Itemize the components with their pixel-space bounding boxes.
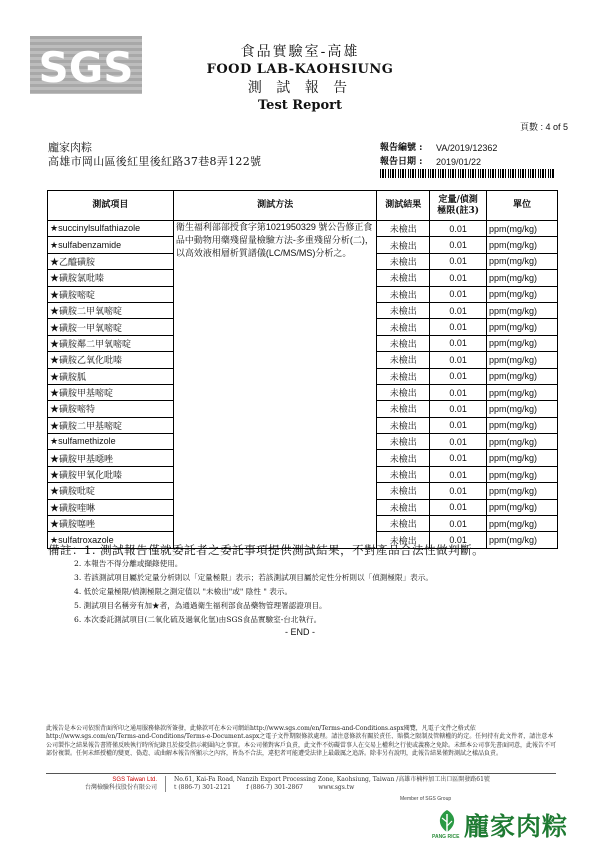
cell-unit: ppm(mg/kg) (487, 352, 558, 368)
cell-item: ★磺胺噻唑 (48, 516, 174, 532)
lab-name-zh: 食品實驗室-高雄 (240, 44, 360, 60)
note-2: 2. 本報告不得分離或擷錄使用。 (74, 559, 183, 568)
cell-item: ★磺胺喹啉 (48, 499, 174, 515)
company-name-zh: 台灣檢驗科技股份有限公司 (84, 784, 157, 791)
cell-limit: 0.01 (430, 417, 487, 433)
cell-limit: 0.01 (430, 450, 487, 466)
cell-limit: 0.01 (430, 384, 487, 400)
member-of-sgs: Member of SGS Group (400, 796, 452, 802)
cell-result: 未檢出 (377, 286, 430, 302)
cell-result: 未檢出 (377, 417, 430, 433)
cell-limit: 0.01 (430, 221, 487, 237)
note-6: 6. 本次委託測試項目(二氧化硫及過氧化氫)由SGS食品實驗室-台北執行。 (74, 615, 322, 624)
cell-unit: ppm(mg/kg) (487, 302, 558, 318)
cell-unit: ppm(mg/kg) (487, 253, 558, 269)
company-name-en: SGS Taiwan Ltd. (112, 777, 157, 783)
report-number-label: 報告編號 : (380, 143, 423, 153)
cell-item: ★磺胺吡啶 (48, 483, 174, 499)
col-header-item: 測試項目 (48, 191, 174, 221)
cell-item: ★sulfamethizole (48, 434, 174, 450)
svg-text:SGS: SGS (38, 43, 134, 92)
disclaimer-text: 此報告是本公司依照背面所印之通用服務條款所簽發，此條款可在本公司網站http://www.sgs.com/en/Terms-and-Conditions.aspx閱覽，凡電子文件之格式依http://www.sgs.com/en/Terms-and-Conditions/Terms-e-Document.aspx之電子文件期限條款處理。請注意條款有關於責任、賠償之限制及管轄權的約定。任何持有此文件者，請注意本公司製作之結果報告書將僅反映執行時所紀錄且於接受指示範圍內之事實。本公司僅對客戶負責，此文件不妨礙當事人在交易上權利之行使或義務之免除。未經本公司事先書面同意，此報告不可部份複製。任何未經授權的變更、偽造、或曲解本報告所顯示之內容，皆為不合法，違犯者可能遭受法律上最嚴厲之追訴。除非另有說明，此報告結果僅對測試之樣品負責。 (46, 725, 557, 757)
cell-item: ★磺胺乙氧化吡嗪 (48, 352, 174, 368)
notes (48, 543, 568, 627)
page-number: 頁數 : 4 of 5 (519, 122, 568, 132)
cell-limit: 0.01 (430, 532, 487, 548)
cell-result: 未檢出 (377, 499, 430, 515)
cell-unit: ppm(mg/kg) (487, 499, 558, 515)
cell-item: ★磺胺氯吡嗪 (48, 270, 174, 286)
cell-result: 未檢出 (377, 466, 430, 482)
cell-result: 未檢出 (377, 401, 430, 417)
note-3: 3. 若該測試項目屬於定量分析則以「定量極限」表示；若該測試項目屬於定性分析則以「偵測極限」表示。 (74, 573, 433, 582)
table-row (48, 221, 558, 237)
footer-divider (46, 773, 556, 774)
cell-unit: ppm(mg/kg) (487, 270, 558, 286)
brand-watermark (432, 806, 600, 846)
cell-limit: 0.01 (430, 499, 487, 515)
report-header (150, 44, 450, 114)
col-header-result: 測試結果 (377, 191, 430, 221)
cell-item: ★succinylsulfathiazole (48, 221, 174, 237)
cell-limit: 0.01 (430, 368, 487, 384)
note-5: 5. 測試項目名稱旁有加★者，為通過衛生福利部食品藥物管理署認證項目。 (74, 601, 327, 610)
cell-unit: ppm(mg/kg) (487, 450, 558, 466)
cell-item: ★磺胺甲基嘧啶 (48, 384, 174, 400)
lab-name-en: FOOD LAB-KAOHSIUNG (206, 62, 394, 77)
cell-unit: ppm(mg/kg) (487, 483, 558, 499)
cell-item: ★磺胺嘧特 (48, 401, 174, 417)
cell-method: 衛生福利部部授食字第1021950329 號公告修正食品中動物用藥殘留量檢驗方法-多重殘留分析(二)，以高效液相層析質譜儀(LC/MS/MS)分析之。 (173, 221, 376, 549)
cell-limit: 0.01 (430, 352, 487, 368)
cell-result: 未檢出 (377, 434, 430, 450)
report-title-zh: 測 試 報 告 (247, 80, 353, 96)
cell-item: ★磺胺甲氧化吡嗪 (48, 466, 174, 482)
company-web: www.sgs.tw (318, 784, 355, 791)
cell-item: ★sulfatroxazole (48, 532, 174, 548)
sgs-logo (30, 36, 142, 94)
cell-item: ★磺胺二甲基嘧啶 (48, 417, 174, 433)
cell-item: ★磺胺鄰二甲氧嘧啶 (48, 335, 174, 351)
cell-result: 未檢出 (377, 253, 430, 269)
note-1: 1. 測試報告僅就委託者之委託事項提供測試結果，不對產品合法性做判斷。 (84, 543, 485, 557)
cell-limit: 0.01 (430, 434, 487, 450)
cell-unit: ppm(mg/kg) (487, 237, 558, 253)
cell-unit: ppm(mg/kg) (487, 319, 558, 335)
report-info (380, 141, 497, 169)
company-phone: t (886-7) 301-2121 (174, 784, 231, 791)
cell-result: 未檢出 (377, 450, 430, 466)
cell-unit: ppm(mg/kg) (487, 466, 558, 482)
cell-unit: ppm(mg/kg) (487, 368, 558, 384)
cell-item: ★sulfabenzamide (48, 237, 174, 253)
report-title-en: Test Report (258, 98, 342, 113)
cell-unit: ppm(mg/kg) (487, 532, 558, 548)
note-4: 4. 低於定量極限/偵測極限之測定值以 "未檢出"或" 陰性 " 表示。 (74, 587, 293, 596)
cell-unit: ppm(mg/kg) (487, 434, 558, 450)
cell-result: 未檢出 (377, 335, 430, 351)
cell-result: 未檢出 (377, 319, 430, 335)
cell-limit: 0.01 (430, 401, 487, 417)
col-header-limit: 定量/偵測 極限(註3) (430, 191, 487, 221)
footer (46, 776, 556, 792)
cell-result: 未檢出 (377, 237, 430, 253)
report-date: 2019/01/22 (436, 157, 482, 167)
cell-result: 未檢出 (377, 302, 430, 318)
cell-limit: 0.01 (430, 466, 487, 482)
client-address: 高雄市岡山區後紅里後紅路37巷8弄122號 (48, 155, 262, 168)
col-header-method: 測試方法 (173, 191, 376, 221)
cell-unit: ppm(mg/kg) (487, 384, 558, 400)
barcode (380, 169, 555, 178)
brand-subtitle: PANG RICE (432, 834, 460, 840)
cell-item: ★磺胺甲基噁唑 (48, 450, 174, 466)
cell-limit: 0.01 (430, 253, 487, 269)
report-date-label: 報告日期 : (380, 157, 423, 167)
leaf-icon (434, 808, 460, 834)
col-header-unit: 單位 (487, 191, 558, 221)
cell-result: 未檢出 (377, 270, 430, 286)
report-number: VA/2019/12362 (436, 143, 498, 153)
cell-limit: 0.01 (430, 483, 487, 499)
brand-name: 龐家肉粽 (464, 812, 569, 841)
client-info (48, 141, 261, 169)
cell-limit: 0.01 (430, 319, 487, 335)
cell-result: 未檢出 (377, 483, 430, 499)
cell-unit: ppm(mg/kg) (487, 516, 558, 532)
cell-limit: 0.01 (430, 516, 487, 532)
results-table (47, 190, 558, 549)
cell-result: 未檢出 (377, 516, 430, 532)
cell-result: 未檢出 (377, 532, 430, 548)
notes-lead: 備註： (48, 543, 84, 557)
cell-unit: ppm(mg/kg) (487, 401, 558, 417)
client-name: 龐家肉粽 (48, 141, 92, 154)
cell-limit: 0.01 (430, 286, 487, 302)
cell-limit: 0.01 (430, 270, 487, 286)
cell-limit: 0.01 (430, 302, 487, 318)
cell-unit: ppm(mg/kg) (487, 335, 558, 351)
cell-limit: 0.01 (430, 237, 487, 253)
cell-result: 未檢出 (377, 368, 430, 384)
cell-unit: ppm(mg/kg) (487, 417, 558, 433)
cell-item: ★磺胺二甲氧嘧啶 (48, 302, 174, 318)
cell-result: 未檢出 (377, 384, 430, 400)
end-marker: - END - (285, 627, 315, 637)
cell-item: ★磺胺一甲氧嘧啶 (48, 319, 174, 335)
cell-item: ★磺胺胍 (48, 368, 174, 384)
cell-limit: 0.01 (430, 335, 487, 351)
cell-result: 未檢出 (377, 352, 430, 368)
cell-unit: ppm(mg/kg) (487, 286, 558, 302)
cell-result: 未檢出 (377, 221, 430, 237)
cell-unit: ppm(mg/kg) (487, 221, 558, 237)
cell-item: ★乙醯磺胺 (48, 253, 174, 269)
company-fax: f (886-7) 301-2867 (246, 784, 303, 791)
cell-item: ★磺胺嘧啶 (48, 286, 174, 302)
company-address: No.61, Kai-Fa Road, Nanzih Export Processing Zone, Kaohsiung, Taiwan /高雄市楠梓加工出口區開發路61號 (174, 776, 490, 783)
